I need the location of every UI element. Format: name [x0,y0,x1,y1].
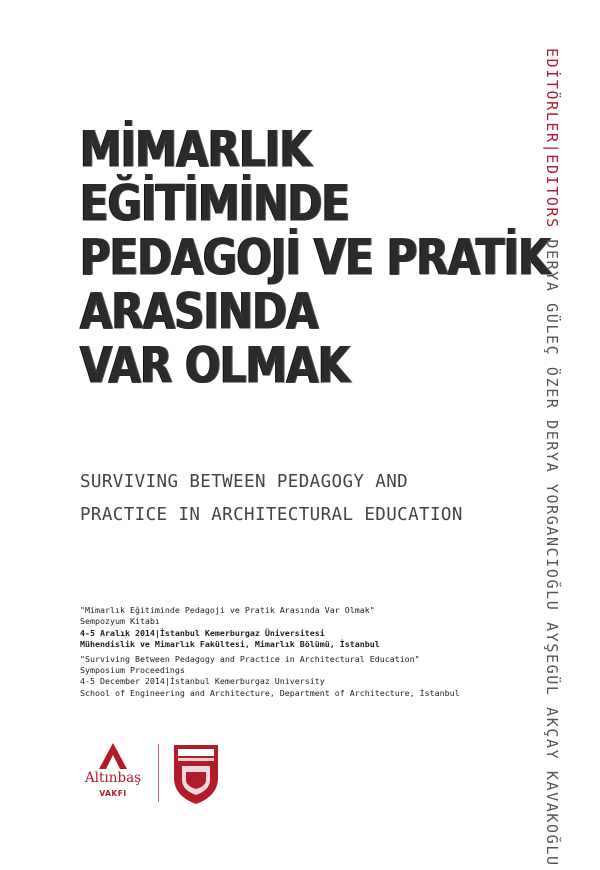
university-shield-icon [171,742,221,806]
altinbas-a-icon [98,742,128,770]
proceedings-en-faculty: School of Engineering and Architecture, Department of Architecture, İstanbul [80,687,460,698]
title-line-4: ARASINDA [80,282,318,341]
editors-names: DERYA GÜLEÇ ÖZER DERYA YORGANCIOĞLU AYŞEGÜL AKÇAY KAVAKOĞLU [543,228,561,867]
proceedings-tr-faculty: Mühendislik ve Mimarlık Fakültesi, Mimarlık Bölümü, İstanbul [80,639,380,650]
book-title [80,118,550,395]
logos [78,740,238,810]
title-line-1: MİMARLIK [80,120,311,179]
proceedings-info [80,605,530,699]
subtitle-line-2: PRACTICE IN ARCHITECTURAL EDUCATION [80,505,463,525]
title-line-3: PEDAGOJİ VE PRATİK [80,228,550,287]
altinbas-name: Altınbaş [84,770,142,786]
logo-divider [158,744,159,802]
english-subtitle [80,466,560,532]
title-line-5: VAR OLMAK [80,336,350,395]
proceedings-en-date: 4-5 December 2014|İstanbul Kemerburgaz University [80,676,325,687]
proceedings-en-title: "Surviving Between Pedagogy and Practice in Architectural Education" [80,653,420,664]
proceedings-tr-type: Sempozyum Kitabı [80,616,160,627]
proceedings-tr-date: 4-5 Aralık 2014|İstanbul Kemerburgaz Üniversitesi [80,627,325,638]
title-line-2: EĞİTİMİNDE [80,174,350,233]
editors-label: EDİTÖRLER|EDITORS [543,48,561,229]
altinbas-logo [78,740,148,810]
proceedings-tr-title: "Mimarlık Eğitiminde Pedagoji ve Pratik Arasında Var Olmak" [80,605,375,615]
altinbas-sub: VAKFI [99,789,127,798]
subtitle-line-1: SURVIVING BETWEEN PEDAGOGY AND [80,472,409,492]
proceedings-en-type: Symposium Proceedings [80,665,185,676]
editors-vertical [543,48,561,867]
